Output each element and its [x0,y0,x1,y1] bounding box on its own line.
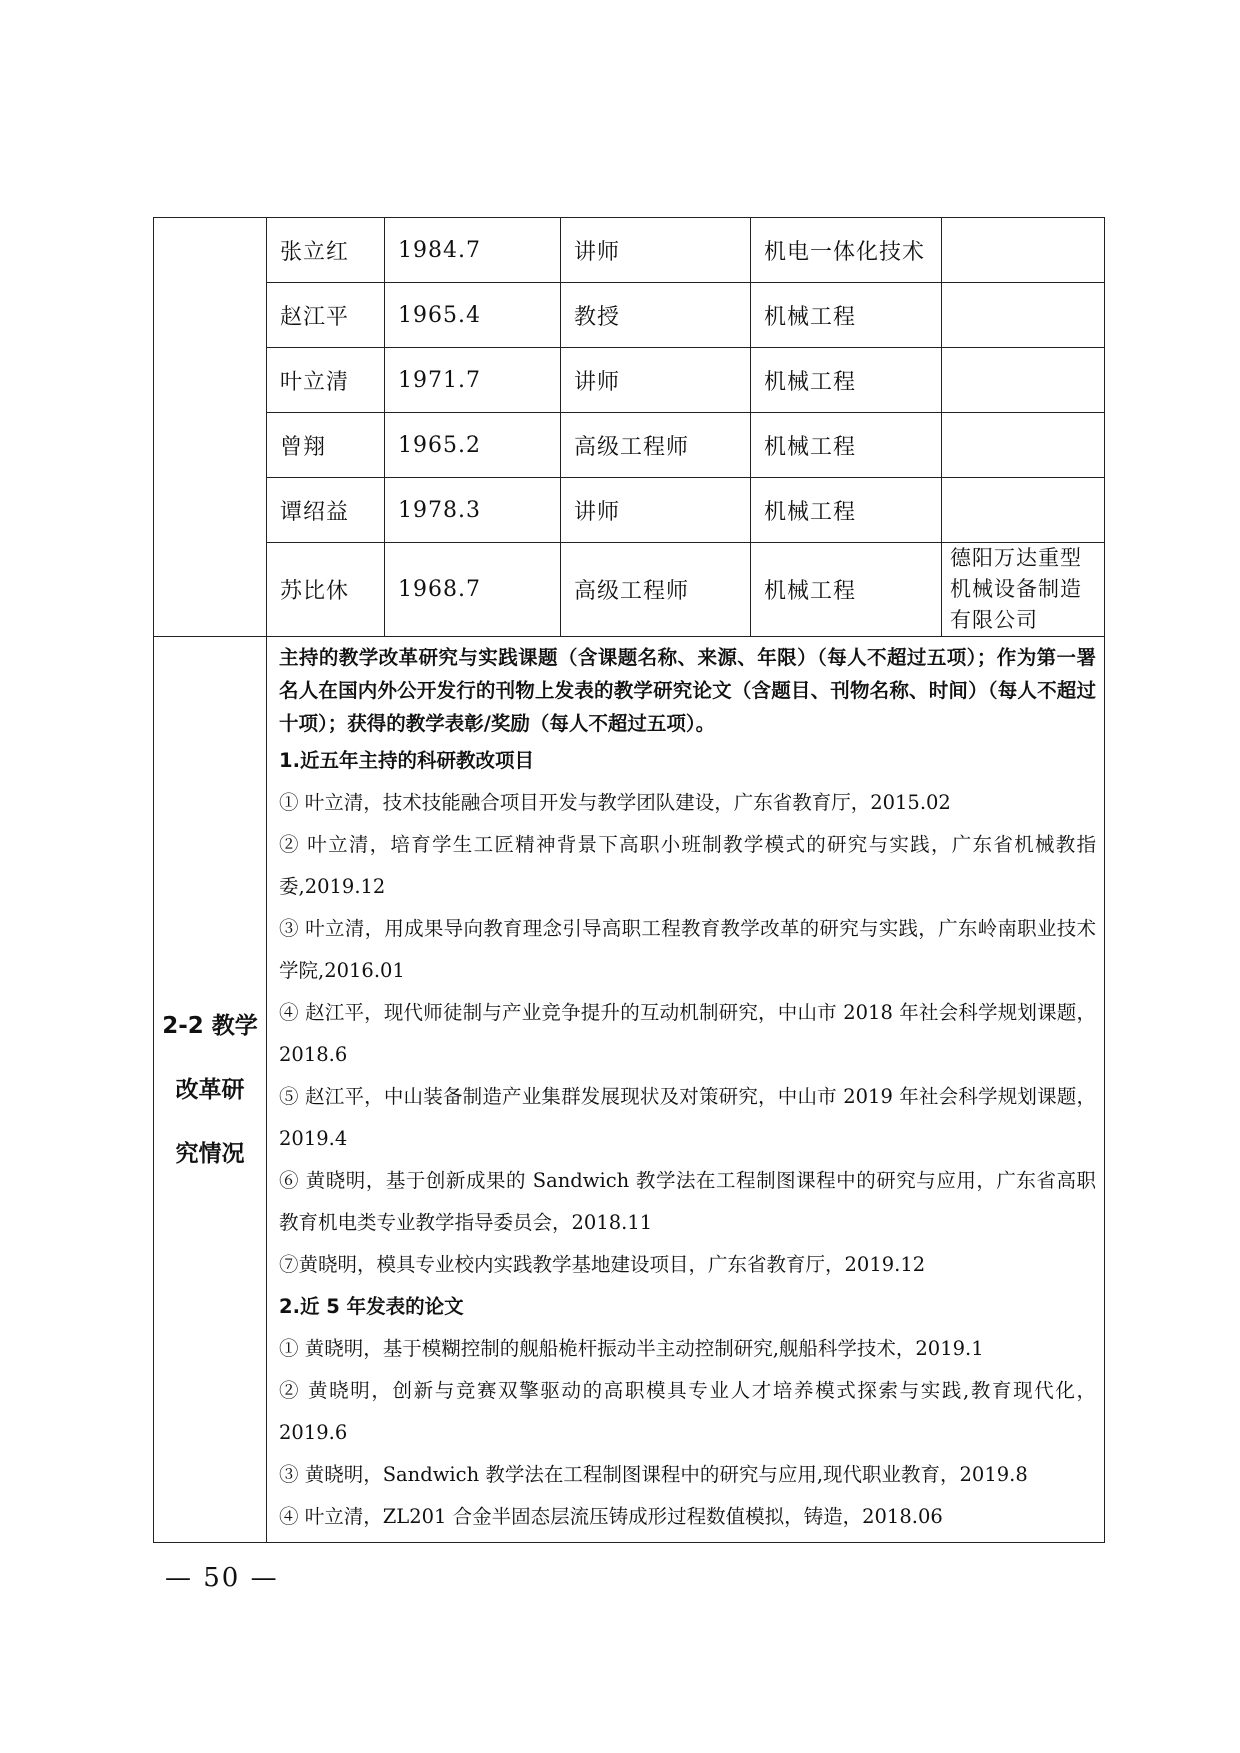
staff-major: 机械工程 [751,283,942,348]
staff-major: 机械工程 [751,543,942,637]
papers-heading: 2.近 5 年发表的论文 [279,1295,464,1318]
staff-row [154,348,1105,413]
section-label [154,637,267,1543]
staff-major: 机械工程 [751,478,942,543]
staff-birth: 1968.7 [385,543,561,637]
staff-birth: 1984.7 [385,218,561,283]
staff-name: 张立红 [267,218,385,283]
staff-birth: 1978.3 [385,478,561,543]
staff-major: 机械工程 [751,348,942,413]
teaching-team-table [153,217,1105,1543]
staff-note [942,348,1105,413]
project-item: ⑦黄晓明，模具专业校内实践教学基地建设项目，广东省教育厅，2019.12 [279,1253,926,1276]
page-number: — 50 — [165,1563,279,1593]
staff-note [942,413,1105,478]
paper-item: ④ 叶立清，ZL201 合金半固态层流压铸成形过程数值模拟，铸造，2018.06 [279,1505,943,1528]
section-label-line: 改革研 [175,1076,245,1103]
staff-title: 讲师 [561,218,751,283]
staff-title: 高级工程师 [561,543,751,637]
section-label-line: 究情况 [175,1140,245,1167]
staff-note: 德阳万达重型机械设备制造有限公司 [942,543,1105,637]
staff-title: 讲师 [561,348,751,413]
section-label-line: 2-2 教学 [162,1012,258,1039]
staff-row [154,478,1105,543]
staff-title: 高级工程师 [561,413,751,478]
staff-name: 苏比休 [267,543,385,637]
projects-heading: 1.近五年主持的科研教改项目 [279,749,534,772]
staff-major: 机械工程 [751,413,942,478]
staff-name: 叶立清 [267,348,385,413]
section-content [267,637,1105,1543]
staff-birth: 1971.7 [385,348,561,413]
project-item: ④ 赵江平，现代师徒制与产业竞争提升的互动机制研究，中山市 2018 年社会科学规划课题，2018.6 [279,1001,1096,1066]
paper-item: ③ 黄晓明，Sandwich 教学法在工程制图课程中的研究与应用,现代职业教育，2019.8 [279,1463,1028,1486]
project-item: ① 叶立清，技术技能融合项目开发与教学团队建设，广东省教育厅，2015.02 [279,791,951,814]
staff-name: 曾翔 [267,413,385,478]
paper-item: ① 黄晓明，基于模糊控制的舰船桅杆振动半主动控制研究,舰船科学技术，2019.1 [279,1337,984,1360]
staff-row [154,413,1105,478]
staff-row [154,543,1105,637]
project-item: ③ 叶立清，用成果导向教育理念引导高职工程教育教学改革的研究与实践，广东岭南职业技术学院,2016.01 [279,917,1096,982]
staff-title: 教授 [561,283,751,348]
staff-note [942,283,1105,348]
staff-name: 赵江平 [267,283,385,348]
papers-list [279,1328,1096,1538]
section-row [154,637,1105,1543]
staff-title: 讲师 [561,478,751,543]
staff-birth: 1965.4 [385,283,561,348]
section-intro: 主持的教学改革研究与实践课题（含课题名称、来源、年限）（每人不超过五项）；作为第一署名人在国内外公开发行的刊物上发表的教学研究论文（含题目、刊物名称、时间）（每人不超过十项）；获得的教学表彰/奖励（每人不超过五项）。 [279,646,1096,735]
staff-birth: 1965.2 [385,413,561,478]
project-item: ⑥ 黄晓明，基于创新成果的 Sandwich 教学法在工程制图课程中的研究与应用，广东省高职教育机电类专业教学指导委员会，2018.11 [279,1169,1096,1234]
staff-note [942,478,1105,543]
staff-name: 谭绍益 [267,478,385,543]
paper-item: ② 黄晓明，创新与竞赛双擎驱动的高职模具专业人才培养模式探索与实践,教育现代化，2019.6 [279,1379,1096,1444]
staff-major: 机电一体化技术 [751,218,942,283]
staff-note [942,218,1105,283]
project-item: ⑤ 赵江平，中山装备制造产业集群发展现状及对策研究，中山市 2019 年社会科学规划课题，2019.4 [279,1085,1096,1150]
projects-list [279,782,1096,1286]
staff-row [154,283,1105,348]
staff-section-label [154,218,267,637]
staff-row [154,218,1105,283]
project-item: ② 叶立清，培育学生工匠精神背景下高职小班制教学模式的研究与实践，广东省机械教指委,2019.12 [279,833,1096,898]
